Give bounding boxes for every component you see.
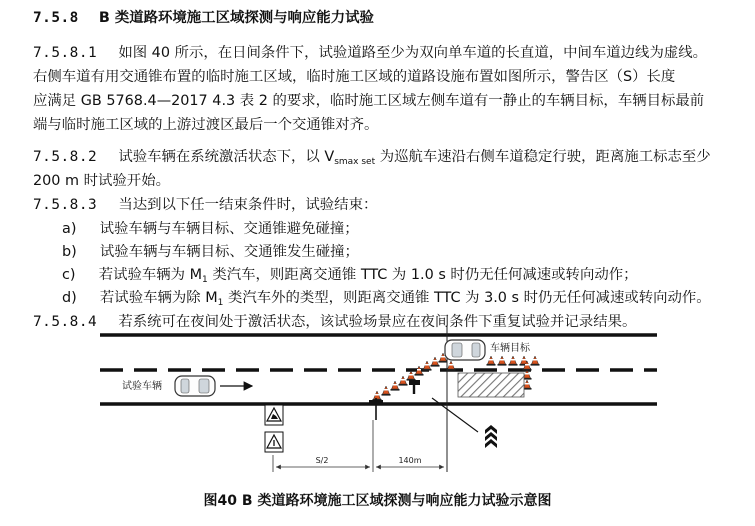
cone-taper bbox=[373, 353, 448, 401]
work-area-hatched bbox=[458, 373, 524, 397]
list-item-text: 若试验车辆为除 M bbox=[99, 290, 218, 306]
figure-caption: 图40 B 类道路环境施工区域探测与响应能力试验示意图 bbox=[203, 493, 552, 509]
paragraph-number: 7.5.8.1 bbox=[33, 45, 98, 61]
cone-row-upper bbox=[487, 356, 540, 366]
paragraph-1-line-2: 右侧车道有用交通锥布置的临时施工区域，临时施工区域的道路设施布置如图所示，警告区（S）长度 bbox=[33, 69, 676, 85]
traffic-cone-icon bbox=[391, 381, 400, 391]
list-item-label: b) bbox=[62, 244, 77, 260]
paragraph-number: 7.5.8.3 bbox=[33, 197, 98, 213]
traffic-cone-icon bbox=[399, 376, 408, 386]
traffic-cone-icon bbox=[447, 361, 456, 371]
barrier-sign-icon bbox=[409, 380, 420, 394]
list-item-text: 试验车辆与车辆目标、交通锥发生碰撞； bbox=[99, 244, 359, 260]
traffic-cone-icon bbox=[509, 356, 518, 366]
target-vehicle-label: 车辆目标 bbox=[490, 343, 530, 354]
paragraph-text: 如图 40 所示，在日间条件下，试验道路至少为双向单车道的长直道，中间车道边线为虚线。 bbox=[118, 45, 708, 61]
test-vehicle-label: 试验车辆 bbox=[122, 381, 162, 392]
speed-subscript: smax set bbox=[334, 157, 376, 167]
vehicle-class-subscript: 1 bbox=[217, 298, 224, 308]
road-work-sign-icon bbox=[265, 405, 283, 425]
target-vehicle bbox=[445, 340, 485, 360]
paragraph-2-line-2: 200 m 时试验开始。 bbox=[33, 173, 170, 189]
traffic-cone-icon bbox=[487, 356, 496, 366]
paragraph-text: 若系统可在夜间处于激活状态，该试验场景应在夜间条件下重复试验并记录结果。 bbox=[118, 314, 637, 330]
paragraph-1-line-3: 应满足 GB 5768.4—2017 4.3 表 2 的要求，临时施工区域左侧车道有一静止的车辆目标，车辆目标最前 bbox=[33, 93, 705, 109]
dimension-140m-label: 140m bbox=[398, 456, 422, 465]
paragraph-number: 7.5.8.2 bbox=[33, 149, 98, 165]
traffic-cone-icon bbox=[373, 391, 382, 401]
paragraph-1-line-4: 端与临时施工区域的上游过渡区最后一个交通锥对齐。 bbox=[33, 117, 379, 133]
list-item-text: 若试验车辆为 M bbox=[98, 267, 203, 283]
paragraph-number: 7.5.8.4 bbox=[33, 314, 98, 330]
traffic-cone-icon bbox=[382, 386, 391, 396]
sign-post-icon bbox=[369, 398, 383, 420]
dimension-s-half-label: S/2 bbox=[315, 456, 329, 465]
vehicle-class-subscript: 1 bbox=[202, 275, 208, 285]
list-item-text: 类汽车外的类型，则距离交通锥 TTC 为 3.0 s 时仍无任何减速或转向动作。 bbox=[223, 290, 711, 306]
traffic-cone-icon bbox=[531, 356, 540, 366]
list-item-label: c) bbox=[62, 267, 76, 283]
paragraph-text: 当达到以下任一结束条件时，试验结束： bbox=[118, 197, 378, 213]
traffic-cone-icon bbox=[431, 357, 440, 367]
section-title: B 类道路环境施工区域探测与响应能力试验 bbox=[98, 10, 374, 26]
chevron-sign-icon bbox=[485, 425, 497, 448]
list-item-text: 类汽车，则距离交通锥 TTC 为 1.0 s 时仍无任何减速或转向动作； bbox=[207, 267, 638, 283]
traffic-cone-icon bbox=[407, 371, 416, 381]
paragraph-text: 为巡航车速沿右侧车道稳定行驶，距离施工标志至少 bbox=[375, 149, 711, 165]
traffic-cone-icon bbox=[498, 356, 507, 366]
paragraph-text: 试验车辆在系统激活状态下，以 V bbox=[118, 149, 335, 165]
list-item-label: d) bbox=[62, 290, 77, 306]
traffic-cone-icon bbox=[423, 361, 432, 371]
list-item-label: a) bbox=[62, 221, 77, 237]
list-item-text: 试验车辆与车辆目标、交通锥避免碰撞； bbox=[99, 221, 359, 237]
test-vehicle bbox=[175, 376, 215, 396]
warning-triangle-sign-icon bbox=[265, 432, 283, 452]
section-number: 7.5.8 bbox=[33, 10, 79, 26]
